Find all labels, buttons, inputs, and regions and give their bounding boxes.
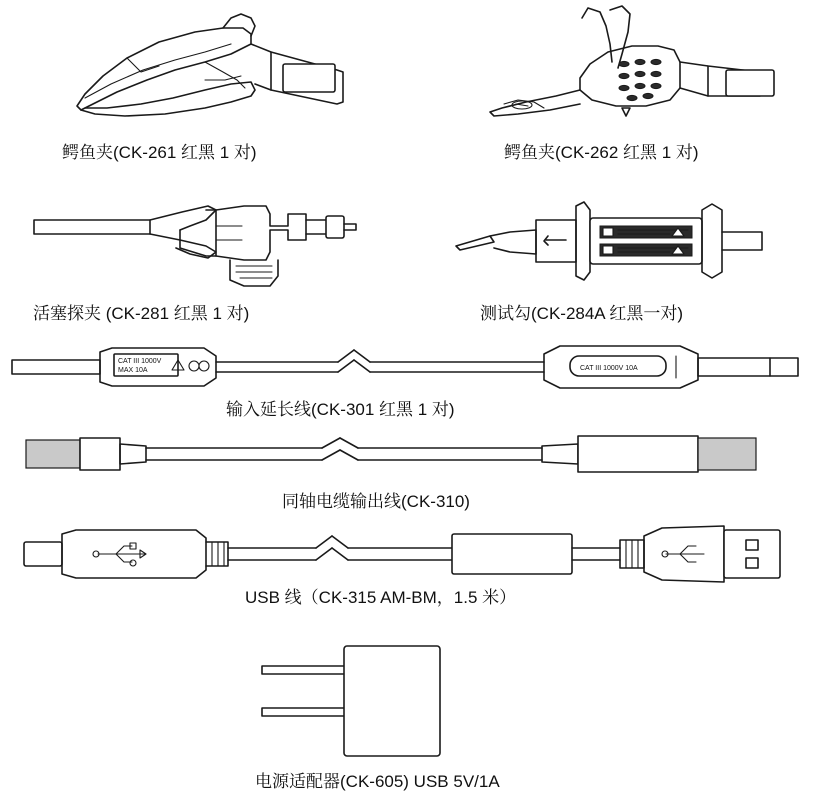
alligator-clip-large-icon bbox=[490, 6, 774, 116]
input-extension-cable-icon bbox=[12, 346, 798, 388]
figure-ck-315 bbox=[20, 522, 790, 584]
svg-text:CAT III 1000V 10A: CAT III 1000V 10A bbox=[580, 365, 638, 372]
figure-ck-261 bbox=[55, 10, 345, 130]
caption-ck-310: 同轴电缆输出线(CK-310) bbox=[282, 492, 470, 511]
usb-symbol-icon bbox=[93, 543, 146, 566]
test-hook-icon bbox=[456, 202, 762, 280]
svg-text:CAT III 1000V: CAT III 1000V bbox=[118, 358, 162, 365]
caption-ck-262: 鳄鱼夹(CK-262 红黑 1 对) bbox=[504, 143, 699, 162]
grip-dimples bbox=[619, 59, 661, 100]
svg-text:MAX 10A: MAX 10A bbox=[118, 367, 148, 374]
caption-ck-281: 活塞探夹 (CK-281 红黑 1 对) bbox=[33, 304, 250, 323]
alligator-clip-icon bbox=[77, 14, 343, 116]
caption-ck-301: 输入延长线(CK-301 红黑 1 对) bbox=[226, 400, 455, 419]
figure-ck-281 bbox=[30, 196, 360, 291]
caption-ck-315: USB 线（CK-315 AM-BM，1.5 米） bbox=[245, 588, 517, 607]
figure-ck-310 bbox=[22, 432, 782, 490]
figure-ck-605 bbox=[258, 642, 488, 762]
usb-symbol-right-icon bbox=[662, 546, 704, 562]
power-adapter-icon bbox=[262, 646, 440, 756]
figure-ck-284a bbox=[450, 200, 770, 290]
coaxial-output-cable-icon bbox=[26, 436, 756, 472]
usb-cable-icon bbox=[24, 526, 780, 582]
figure-ck-262 bbox=[460, 4, 780, 134]
figure-ck-301 bbox=[8, 340, 803, 398]
caption-ck-261: 鳄鱼夹(CK-261 红黑 1 对) bbox=[62, 143, 257, 162]
piston-probe-clip-icon bbox=[34, 206, 356, 286]
caption-ck-605: 电源适配器(CK-605) USB 5V/1A bbox=[255, 772, 500, 791]
caption-ck-284a: 测试勾(CK-284A 红黑一对) bbox=[480, 304, 684, 323]
